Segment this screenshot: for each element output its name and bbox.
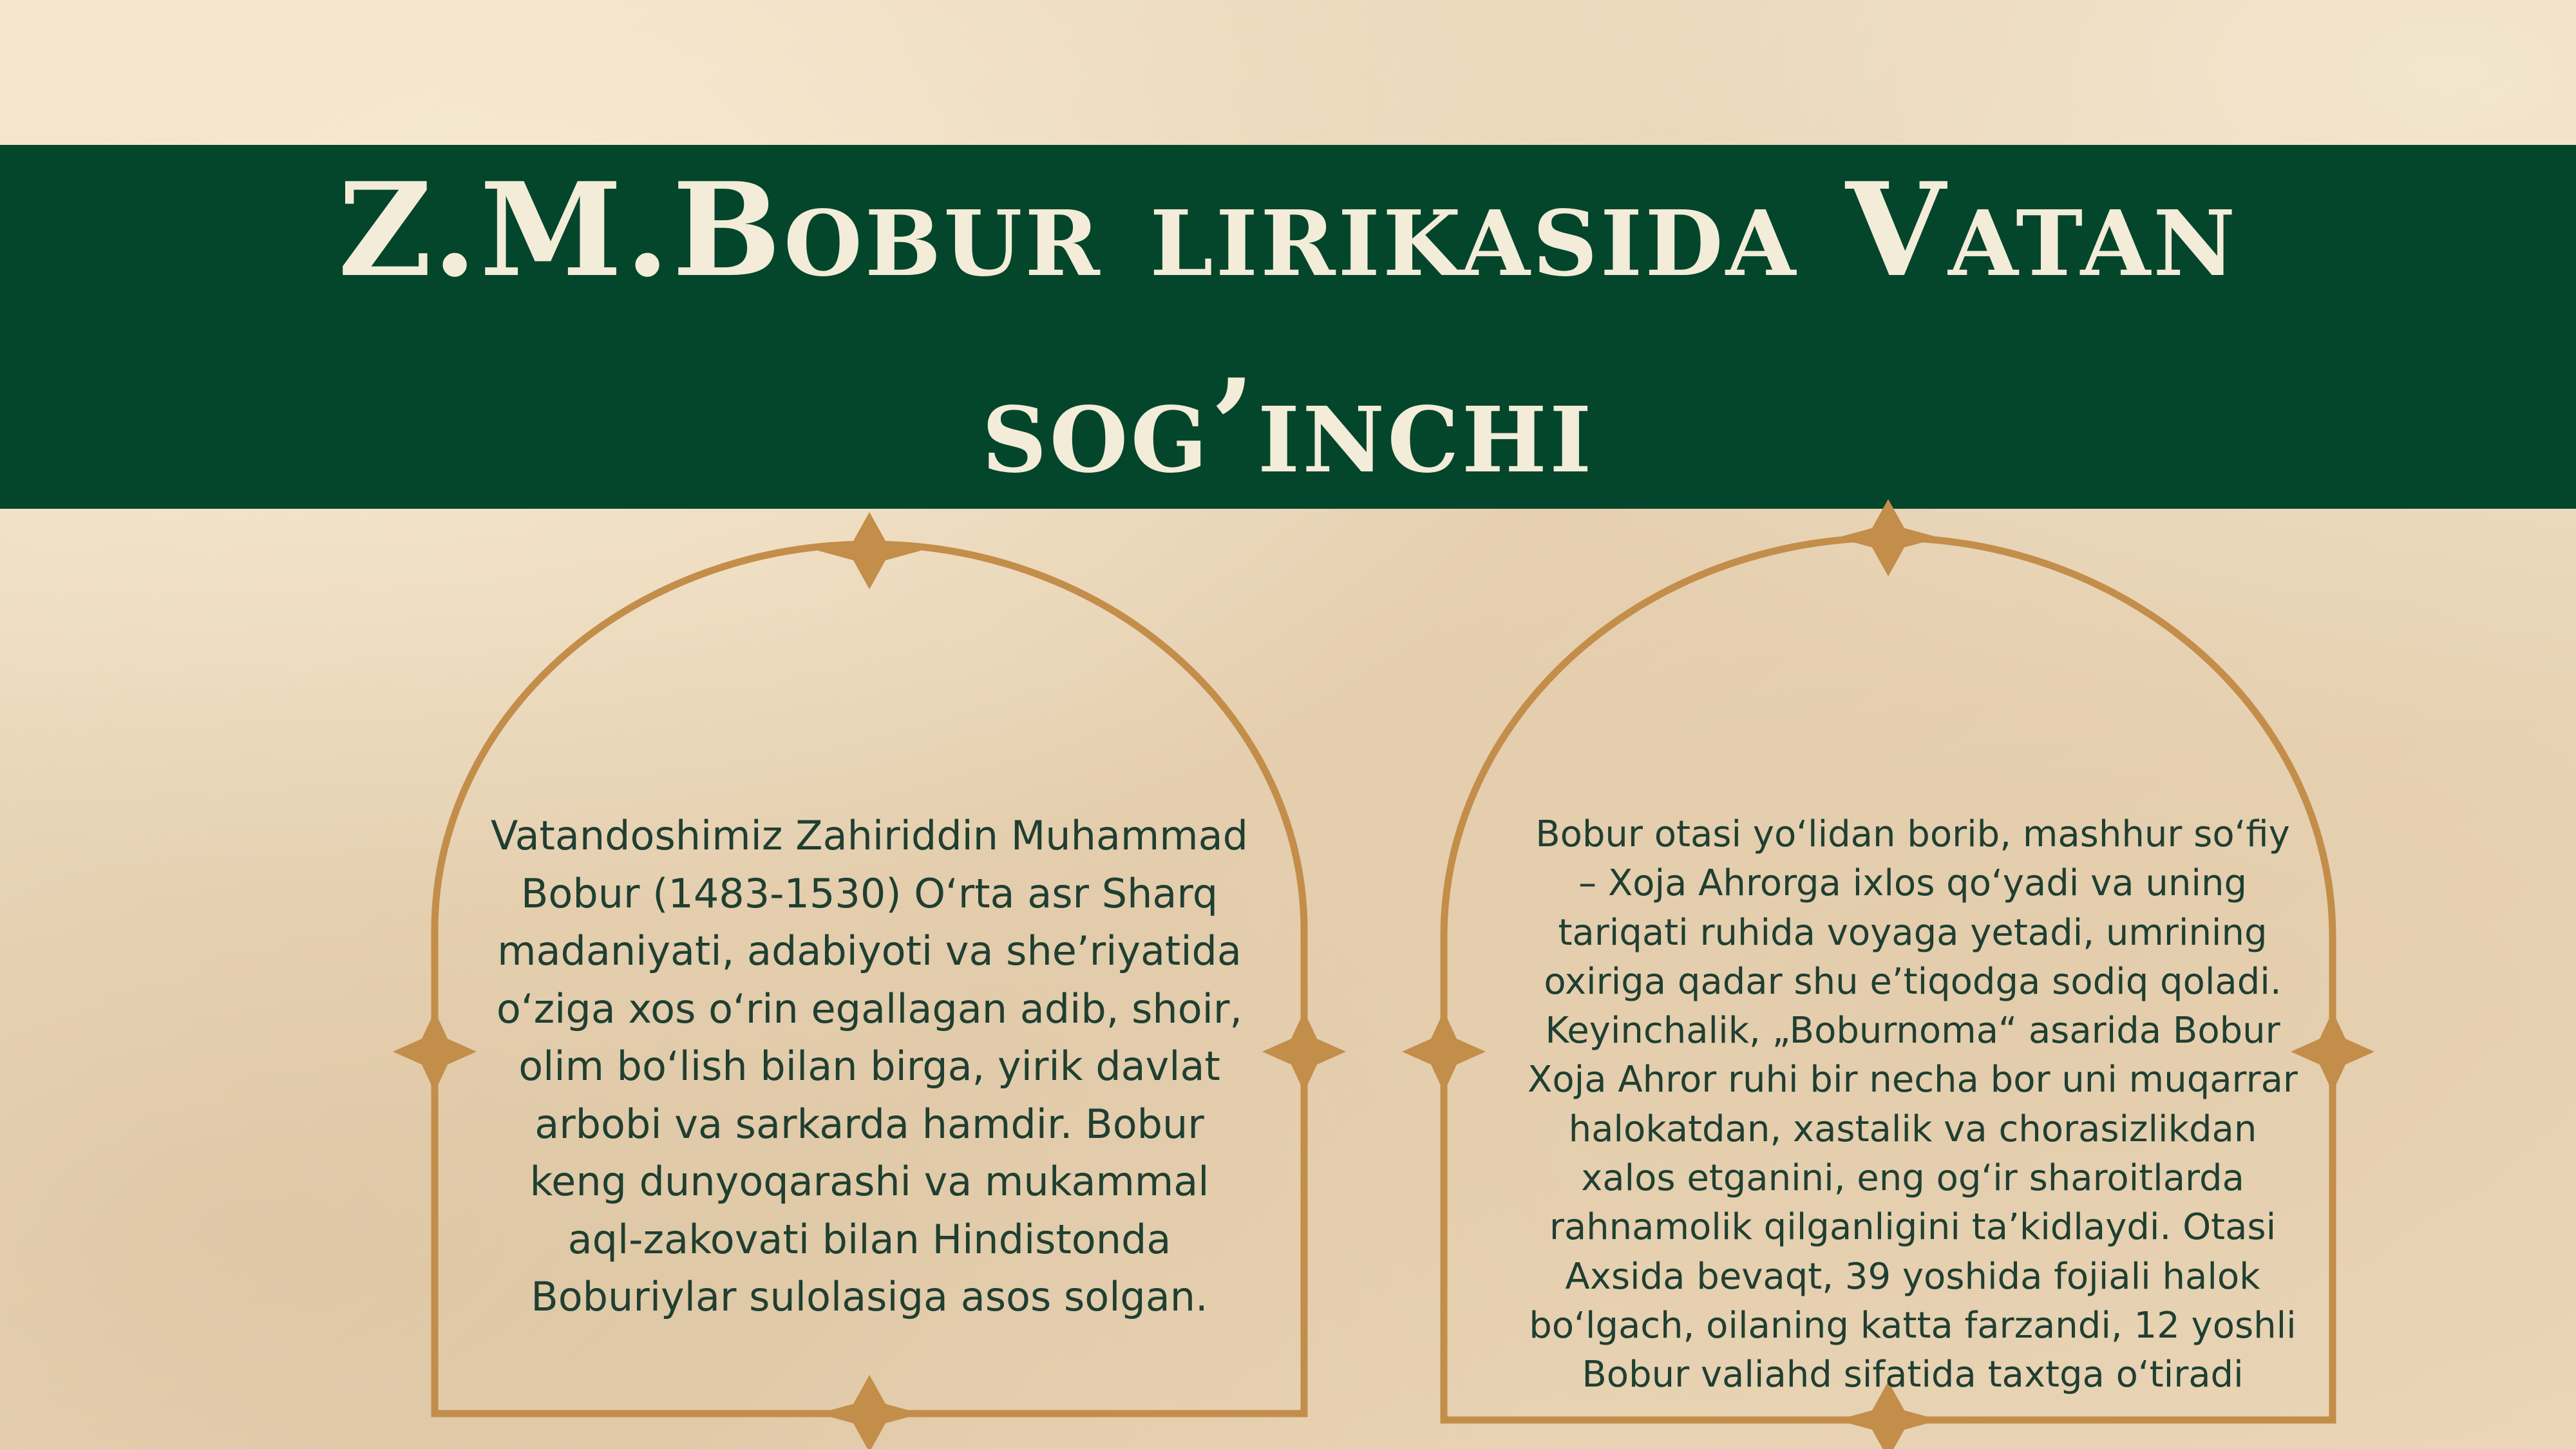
right-card-line: Xoja Ahror ruhi bir necha bor uni muqarrar: [1528, 1059, 2298, 1101]
right-arch-top-star: [1837, 499, 1940, 576]
left-card-line: madaniyati, adabiyoti va she’riyatida: [497, 927, 1242, 974]
right-card-line: Bobur otasi yo‘lidan borib, mashhur so‘fiy: [1535, 813, 2290, 855]
left-card-line: Boburiylar sulolasiga asos solgan.: [531, 1273, 1208, 1320]
left-card-text: [451, 807, 1288, 1326]
right-card-line: xalos etganini, eng og‘ir sharoitlarda: [1581, 1157, 2244, 1200]
right-card-line: oxiriga qadar shu e’tiqodga sodiq qoladi.: [1544, 960, 2282, 1003]
left-arch-bottom-star: [818, 1375, 921, 1449]
right-card-line: Axsida bevaqt, 39 yoshida fojiali halok: [1565, 1255, 2260, 1298]
left-arch-top-star: [818, 512, 921, 589]
left-card-line: olim bo‘lish bilan birga, yirik davlat: [518, 1043, 1220, 1090]
page-title-line-2: sog’inchi: [981, 351, 1595, 502]
right-arch-left-star: [1402, 1011, 1486, 1092]
left-card-line: arbobi va sarkarda hamdir. Bobur: [535, 1100, 1204, 1148]
right-card-line: halokatdan, xastalik va chorasizlikdan: [1568, 1108, 2257, 1150]
left-card-line: keng dunyoqarashi va mukammal: [529, 1158, 1209, 1205]
left-card-line: o‘ziga xos o‘rin egallagan adib, shoir,: [496, 985, 1243, 1032]
right-card-line: Keyinchalik, „Boburnoma“ asarida Bobur: [1545, 1010, 2280, 1052]
right-card-line: rahnamolik qilganligini ta’kidlaydi. Otasi: [1549, 1206, 2277, 1249]
right-card-line: – Xoja Ahrorga ixlos qo‘yadi va uning: [1578, 862, 2247, 905]
right-card-line: Bobur valiahd sifatida taxtga o‘tiradi: [1582, 1354, 2244, 1396]
left-card-line: Bobur (1483-1530) O‘rta asr Sharq: [520, 869, 1218, 917]
right-card-line: bo‘lgach, oilaning katta farzandi, 12 yoshli: [1529, 1304, 2297, 1347]
left-card-line: Vatandoshimiz Zahiriddin Muhammad: [490, 812, 1249, 859]
left-card-line: aql-zakovati bilan Hindistonda: [567, 1215, 1171, 1263]
right-card-line: tariqati ruhida voyaga yetadi, umrining: [1558, 911, 2268, 954]
page-title-line-1: Z.M.Bobur lirikasida Vatan: [337, 155, 2239, 306]
right-card-text: [1494, 810, 2331, 1400]
